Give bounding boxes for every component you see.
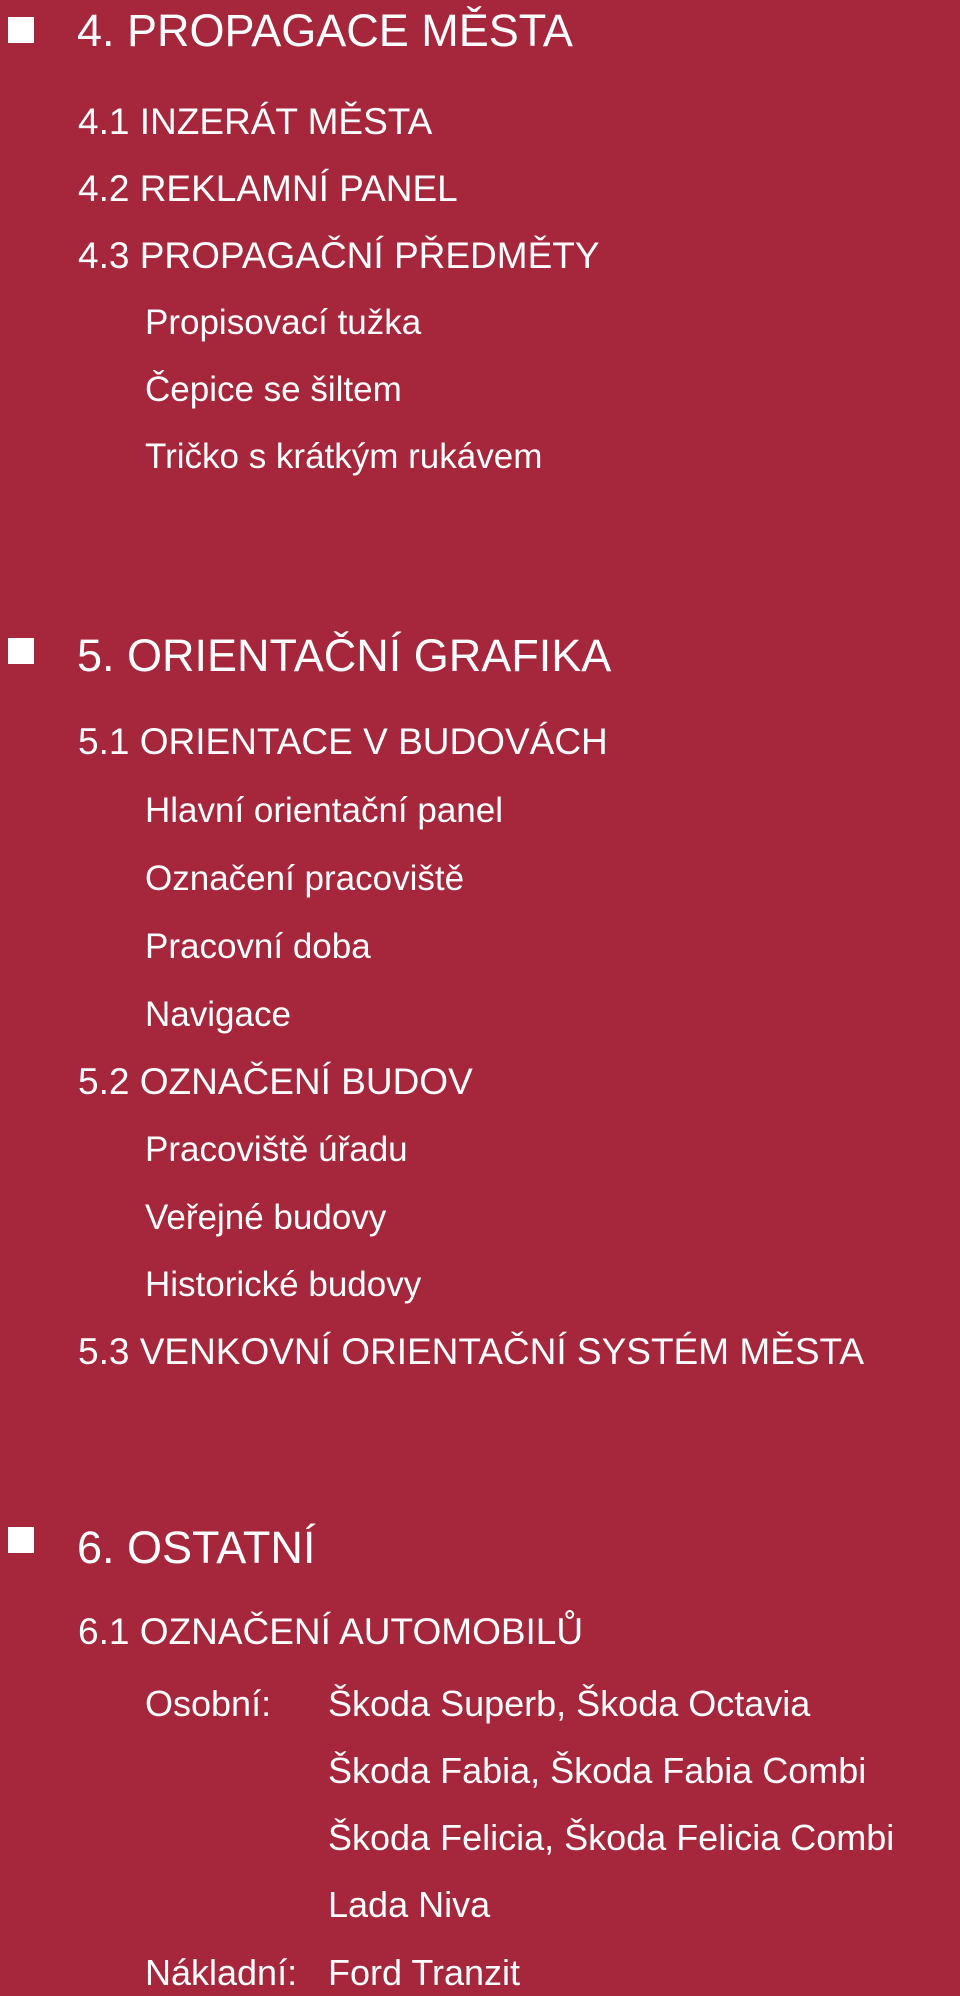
item-5-2-sub-3: Historické budovy: [145, 1265, 422, 1304]
item-4-3-title: 4.3 PROPAGAČNÍ PŘEDMĚTY: [78, 235, 600, 276]
item-6-1-title: 6.1 OZNAČENÍ AUTOMOBILŮ: [78, 1611, 584, 1652]
item-4-3-sub-1: Propisovací tužka: [145, 303, 422, 342]
item-5-1-sub-2: Označení pracoviště: [145, 859, 465, 898]
passenger-model-1: Škoda Superb, Škoda Octavia: [328, 1683, 811, 1724]
item-4-3-sub-2: Čepice se šiltem: [145, 370, 402, 409]
item-5-2-sub-2: Veřejné budovy: [145, 1198, 387, 1237]
section-4-bullet-icon: [8, 17, 34, 43]
item-5-1-sub-4: Navigace: [145, 995, 291, 1034]
item-5-2-title: 5.2 OZNAČENÍ BUDOV: [78, 1061, 473, 1102]
item-4-3-sub-3: Tričko s krátkým rukávem: [145, 437, 543, 476]
truck-model-1: Ford Tranzit: [328, 1952, 521, 1993]
passenger-model-4: Lada Niva: [328, 1884, 491, 1925]
passenger-model-2: Škoda Fabia, Škoda Fabia Combi: [328, 1750, 867, 1791]
item-5-1-title: 5.1 ORIENTACE V BUDOVÁCH: [78, 721, 608, 762]
truck-label: Nákladní:: [145, 1952, 298, 1993]
passenger-label: Osobní:: [145, 1683, 272, 1724]
section-4-title: 4. PROPAGACE MĚSTA: [77, 5, 573, 56]
item-5-1-sub-1: Hlavní orientační panel: [145, 791, 503, 830]
section-6-bullet-icon: [8, 1527, 34, 1553]
item-5-1-sub-3: Pracovní doba: [145, 927, 371, 966]
item-5-3-title: 5.3 VENKOVNÍ ORIENTAČNÍ SYSTÉM MĚSTA: [78, 1331, 865, 1372]
section-5-bullet-icon: [8, 638, 34, 664]
item-4-2-title: 4.2 REKLAMNÍ PANEL: [78, 168, 458, 209]
section-5-title: 5. ORIENTAČNÍ GRAFIKA: [77, 630, 612, 681]
passenger-model-3: Škoda Felicia, Škoda Felicia Combi: [328, 1817, 895, 1858]
item-4-1-title: 4.1 INZERÁT MĚSTA: [78, 101, 433, 142]
section-6-title: 6. OSTATNÍ: [77, 1522, 316, 1573]
item-5-2-sub-1: Pracoviště úřadu: [145, 1130, 408, 1169]
